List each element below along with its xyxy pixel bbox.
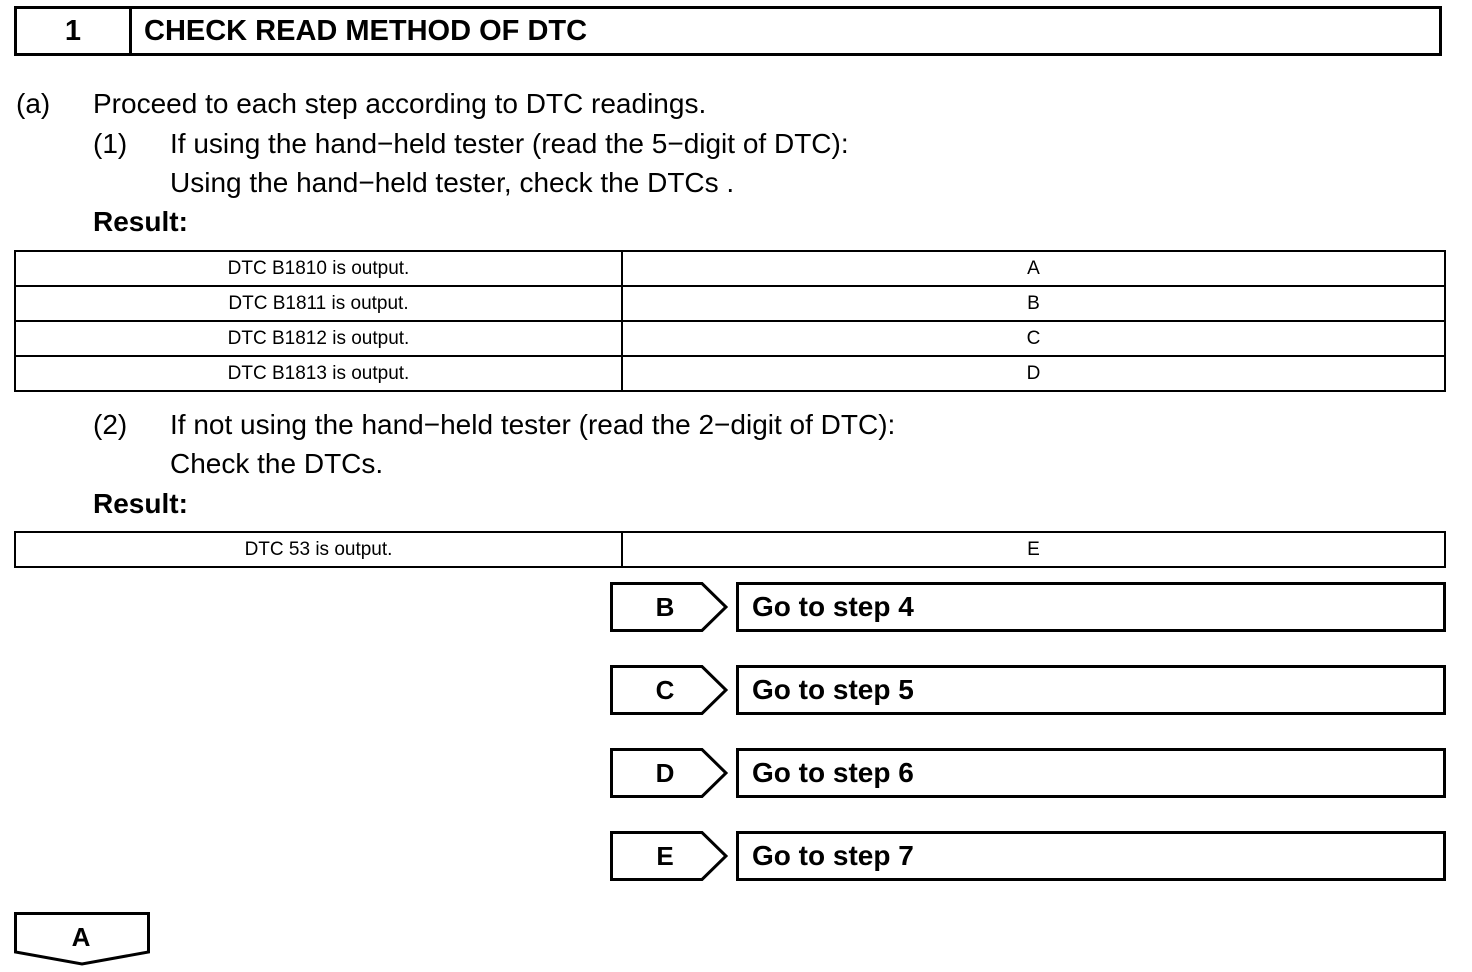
table-row xyxy=(15,532,1445,567)
branch-code: C xyxy=(655,675,675,705)
sub-item-2-marker: (2) xyxy=(93,409,128,440)
result-label-2: Result: xyxy=(93,488,188,519)
condition-cell: DTC B1813 is output. xyxy=(15,356,622,391)
condition-cell: DTC 53 is output. xyxy=(15,532,622,567)
table-row xyxy=(15,286,1445,321)
branch-code: E xyxy=(656,841,674,871)
branch-code: D xyxy=(655,758,675,788)
continue-code: A xyxy=(71,922,91,952)
branch-d-arrow[interactable] xyxy=(610,748,728,798)
table-row xyxy=(15,321,1445,356)
branch-code: B xyxy=(655,592,675,622)
branch-e-goto-box[interactable]: Go to step 7 xyxy=(736,831,1446,881)
branch-d-goto-box[interactable]: Go to step 6 xyxy=(736,748,1446,798)
branch-b-goto-box[interactable]: Go to step 4 xyxy=(736,582,1446,632)
sub-item-1-line2: Using the hand−held tester, check the DTCs . xyxy=(170,167,735,198)
step-title: CHECK READ METHOD OF DTC xyxy=(144,14,588,47)
branch-c-goto-box[interactable]: Go to step 5 xyxy=(736,665,1446,715)
result-cell: E xyxy=(622,532,1445,567)
branch-b-arrow[interactable] xyxy=(610,582,728,632)
condition-cell: DTC B1810 is output. xyxy=(15,251,622,286)
continue-a-arrow[interactable] xyxy=(14,912,150,966)
step-header xyxy=(14,6,1442,56)
result-cell: A xyxy=(622,251,1445,286)
result-table-1 xyxy=(14,250,1446,392)
result-table-2 xyxy=(14,531,1446,568)
table-row xyxy=(15,251,1445,286)
result-cell: C xyxy=(622,321,1445,356)
sub-item-2-line2: Check the DTCs. xyxy=(170,448,384,479)
sub-item-2-line1: If not using the hand−held tester (read the 2−digit of DTC): xyxy=(170,409,896,440)
condition-cell: DTC B1811 is output. xyxy=(15,286,622,321)
branch-e-arrow[interactable] xyxy=(610,831,728,881)
item-a-text: Proceed to each step according to DTC readings. xyxy=(93,88,707,119)
result-label-1: Result: xyxy=(93,206,188,237)
table-row xyxy=(15,356,1445,391)
branch-c-arrow[interactable] xyxy=(610,665,728,715)
sub-item-1-marker: (1) xyxy=(93,128,128,159)
result-cell: D xyxy=(622,356,1445,391)
condition-cell: DTC B1812 is output. xyxy=(15,321,622,356)
result-cell: B xyxy=(622,286,1445,321)
step-number: 1 xyxy=(17,9,132,53)
item-a-marker: (a) xyxy=(16,88,51,119)
sub-item-1-line1: If using the hand−held tester (read the 5−digit of DTC): xyxy=(170,128,849,159)
